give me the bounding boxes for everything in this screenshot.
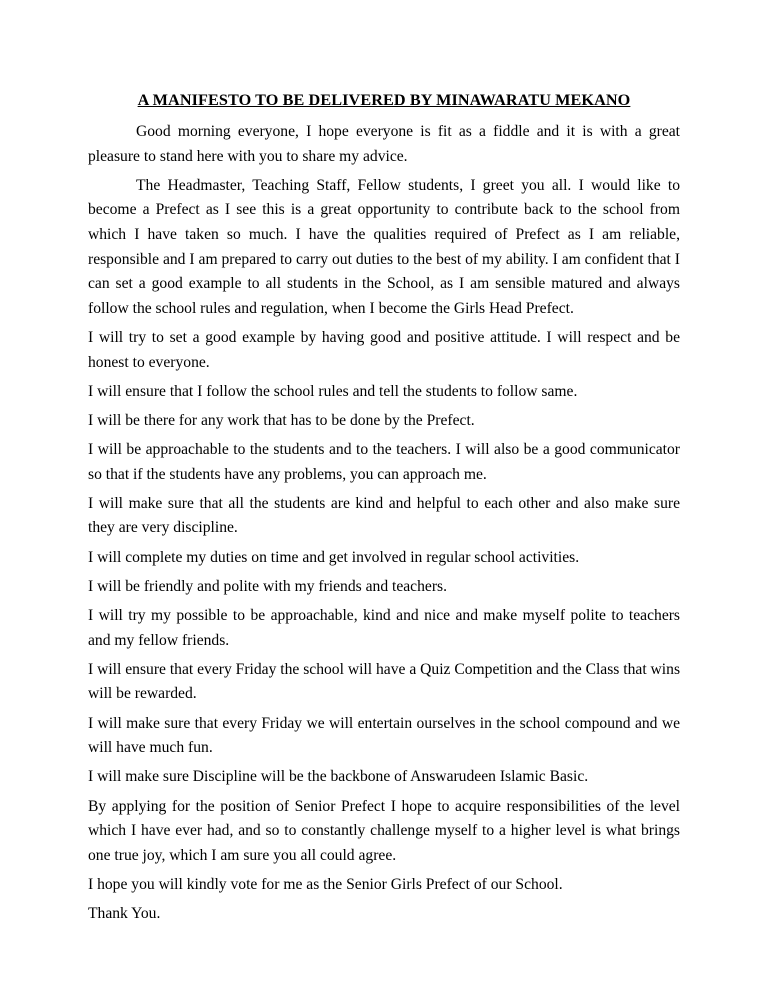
promise-paragraph: I will ensure that every Friday the school will have a Quiz Competition and the Class that wins will be rewarded. <box>88 660 681 703</box>
introduction-paragraph: The Headmaster, Teaching Staff, Fellow students, I greet you all. I would like to become a Prefect as I see this is a great opportunity to contribute back to the school from which I have taken so much. I have the qualities required of Prefect as I am reliable, responsible and I am prepared to carry out duties to the best of my ability. I am confident that I can set a good example to all students in the School, as I am sensible matured and always follow the school rules and regulation, when I become the Girls Head Prefect. <box>88 176 680 317</box>
promise-paragraph: I will try to set a good example by having good and positive attitude. I will respect and be honest to everyone. <box>88 328 680 371</box>
promise-paragraph: I will be approachable to the students and to the teachers. I will also be a good communicator so that if the students have any problems, you can approach me. <box>88 441 680 483</box>
promise-paragraph: I will be there for any work that has to be done by the Prefect. <box>88 411 475 429</box>
greeting-paragraph: Good morning everyone, I hope everyone is fit as a fiddle and it is with a great pleasure to stand here with you to share my advice. <box>88 123 680 165</box>
vote-request-paragraph: I hope you will kindly vote for me as the Senior Girls Prefect of our School. <box>88 875 563 893</box>
closing-paragraph: By applying for the position of Senior Prefect I hope to acquire responsibilities of the level which I have ever had, and so to constantly challenge myself to a higher level is what brings one true joy, which I am sure you all could agree. <box>88 797 680 864</box>
promise-paragraph: I will make sure Discipline will be the backbone of Answarudeen Islamic Basic. <box>88 768 589 786</box>
promise-paragraph: I will complete my duties on time and get involved in regular school activities. <box>88 548 580 566</box>
promise-paragraph: I will ensure that I follow the school rules and tell the students to follow same. <box>88 382 578 400</box>
promise-paragraph: I will make sure that every Friday we will entertain ourselves in the school compound and we will have much fun. <box>88 714 680 757</box>
sign-off: Thank You. <box>88 905 161 923</box>
promise-paragraph: I will try my possible to be approachable, kind and nice and make myself polite to teachers and my fellow friends. <box>88 607 680 649</box>
promise-paragraph: I will make sure that all the students are kind and helpful to each other and also make sure they are very discipline. <box>88 494 680 537</box>
document-page <box>88 88 680 931</box>
promise-paragraph: I will be friendly and polite with my friends and teachers. <box>88 577 447 595</box>
document-title: A MANIFESTO TO BE DELIVERED BY MINAWARATU MEKANO <box>137 91 631 109</box>
